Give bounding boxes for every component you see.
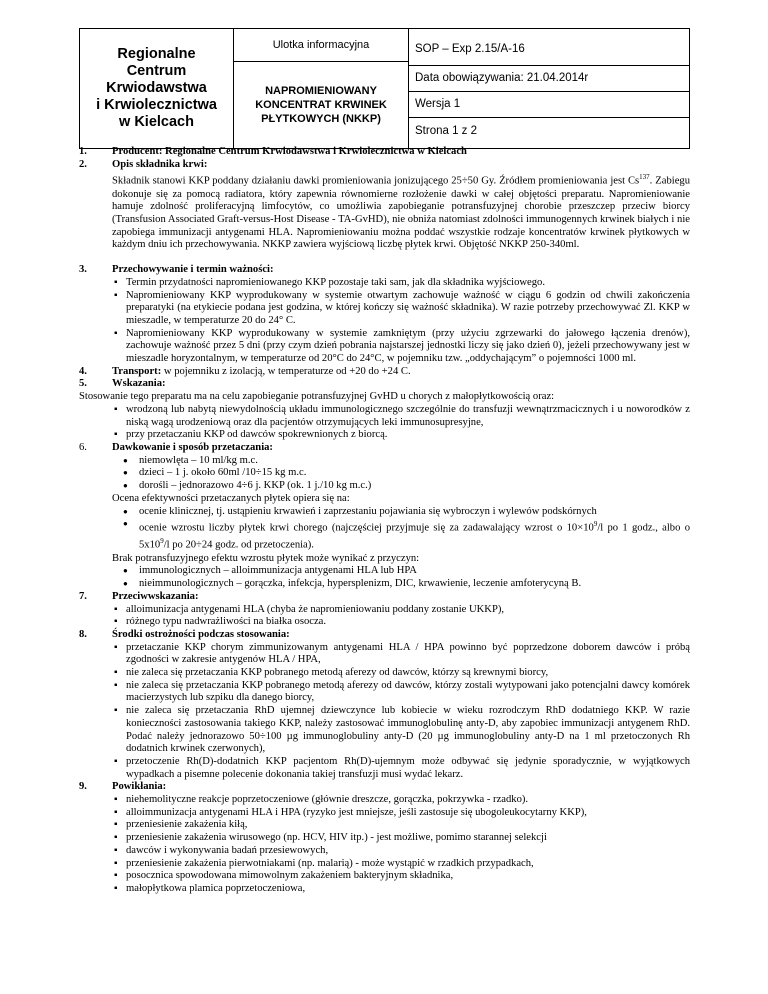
exponent: 9 [160,537,164,546]
org-line: Krwiodawstwa [106,80,207,96]
section-contraindications [79,591,690,629]
list-item: ▪ przetaczanie KKP chorym zimmunizowanym antygenami HLA / HPA powinno być poprzedzone doborem dawców i próbą zgodności w zakresie antygenów HLA / HPA, [112,642,690,667]
document-meta-cell [409,29,690,149]
section-title: Producent: Regionalne Centrum Krwiodawstwa i Krwiolecznictwa w Kielcach [112,146,467,157]
list-item: ▪ niehemolityczne reakcje poprzetoczeniowe (głównie dreszcze, gorączka, pokrzywka - rzadko). [112,794,690,807]
list-item: ▪ alloimmunizacja antygenami HLA i HPA (ryzyko jest mniejsze, jeśli zastosuje się ubogoleukocytarny KKP), [112,807,690,820]
section-number: 1. [79,146,87,157]
list-item: ▪ wrodzoną lub nabytą niewydolnością układu immunologicznego szczególnie do transfuzji wewnątrzmacicznych i u noworodków z niską wagą urodzeniową oraz dla pacjentów otrzymujących leki immunosupresyjne, [112,404,690,429]
list-item: ▪ przeniesienie zakażenia pierwotniakami (np. malarią) - może wystąpić w rzadkich przypadkach, [112,858,690,871]
section-number: 2. [79,158,87,170]
description-part: Składnik stanowi KKP poddany działaniu dawki promieniowania jonizującego 25÷50 Gy. Źródłem promieniowania jest Cs [112,175,640,187]
section-number: 5. [79,378,87,390]
page-number: Strona 1 z 2 [415,124,478,137]
dose-item: ● niemowlęta – 10 ml/kg m.c. [112,455,690,468]
document-type: Ulotka informacyjna [234,29,408,62]
org-line: Regionalne [117,46,196,62]
section-title: Środki ostrożności podczas stosowania: [112,628,290,640]
list-item: ▪ Napromieniowany KKP wyprodukowany w systemie zamkniętym (przy użyciu zgrzewarki do jałowego łączenia drenów), zachowuje ważność przez 5 dni (przy czym dzień pobrania najstarszej jednostki liczy się jako dzień 0), jeżeli przechowywany jest w mieszadle horyzontalnym, w temperaturze od 20°C do 24°C, w pojemniku tzw. „oddychającym” o pojemności 1000 ml. [112,328,690,366]
list-item: ▪ przetoczenie Rh(D)-dodatnich KKP pacjentom Rh(D)-ujemnym może odbywać się jedynie sporadycznie, w wyjątkowych wypadkach a pisemne polecenie dokonania takiej transfuzji musi wydać lekarz. [112,756,690,781]
description-text [112,171,690,252]
list-item: ▪ nie zaleca się przetaczania KKP pobranego metodą aferezy od dawców, którzy zostali wytypowani jako potencjalni dawcy komórek macierzystych lub szpiku dla danego biorcy, [112,680,690,705]
causes-intro: Brak potransfuzyjnego efektu wzrostu płytek może wynikać z przyczyn: [112,552,420,564]
exponent: 9 [593,520,598,529]
org-line: w Kielcach [119,114,194,130]
evaluation-item: ● ocenie klinicznej, tj. ustąpieniu krwawień i zaprzestaniu pojawiania się wybroczyn i wylewów podskórnych [112,506,690,519]
document-title-cell [234,29,409,149]
evaluation-intro: Ocena efektywności przetaczanych płytek opiera się na: [112,492,350,504]
section-title: Wskazania: [112,378,166,390]
description-part: . Zabiegu dokonuje się za pomocą radiatora, który zapewnia równomierne rozłożenie dawki w całej objętości preparatu. Napromieniowanie hamuje zdolność proliferacyjną limfocytów, co umożliwia zapobieganie potransfuzyjnej chorobie przeszczep przeciw biorcy (Transfusion Associated Graft-versus-Host Disease - TA-GvHD), nie obniża natomiast zdolności immunogennych krwinek białych i nie zapobiega immunizacji antygenami HLA. Napromieniowaniu można poddać wszystkie rodzaje koncentratów krwinek płytkowych w każdym dniu ich przechowywania. NKKP zawiera wyjściową liczbę płytek krwi. Objętość NKKP 250-340ml. [112,175,690,251]
section-number: 6. [79,442,87,453]
list-item: ▪ przy przetaczaniu KKP od dawców spokrewnionych z biorcą. [112,429,690,442]
list-item: ▪ różnego typu nadwrażliwości na białka osocza. [112,616,690,629]
section-title: Opis składnika krwi: [112,158,208,170]
valid-from-date: Data obowiązywania: 21.04.2014r [409,66,689,92]
list-item: ▪ nie zaleca się przetaczania RhD ujemnej dziewczynce lub kobiecie w wieku rozrodczym RhD dodatniego KKP. W razie konieczności zastosowania takiego KKP, należy zastosować immunoglobulinę anty-D, aby zapobiec immunizacji antygenem RhD. Podać należy jednorazowo 50÷100 µg immunoglobuliny anty-D (20 µg immunoglobuliny anty-D na 1 ml przetoczonych Rh dodatnich krwinek czerwonych), [112,705,690,756]
sop-number: SOP – Exp 2.15/A-16 [409,34,689,66]
section-dosage [79,442,690,591]
section-title: Powikłania: [112,781,167,793]
dose-item: ● dorośli – jednorazowo 4÷6 j. KKP (ok. 1 j./10 kg m.c.) [112,480,690,493]
list-item: ▪ nie zaleca się przetaczania KKP pobranego metodą aferezy od dawców, którzy są krewnymi biorcy, [112,667,690,680]
list-item: ▪ dawców i wykonywania badań przesiewowych, [112,845,690,858]
section-title: Transport: [112,365,162,377]
transport-text: w pojemniku z izolacją, w temperaturze od +20 do +24 C. [161,365,411,377]
list-item: ▪ alloimunizacja antygenami HLA (chyba że napromieniowaniu poddany zostanie UKKP), [112,604,690,617]
evaluation-part: ocenie wzrostu liczby płytek krwi chorego (najczęściej przyjmuje się za zadawalający wzrost o 10×10 [139,522,594,534]
cause-item: ● nieimmunologicznych – gorączka, infekcja, hypersplenizm, DIC, krwawienie, leczenie amfoterycyną B. [112,578,690,591]
section-number: 9. [79,781,87,793]
section-storage [79,264,690,366]
cause-item: ● immunologicznych – alloimmunizacja antygenami HLA lub HPA [112,565,690,578]
version-label: Wersja 1 [409,92,689,118]
section-number: 7. [79,590,87,602]
dose-item: ● dzieci – 1 j. około 60ml /10÷15 kg m.c. [112,467,690,480]
list-item: ▪ przeniesienie zakażenia wirusowego (np. HCV, HIV itp.) - jest możliwe, pomimo starannej selekcji [112,832,690,845]
org-line: i Krwiolecznictwa [96,97,217,113]
evaluation-item [112,518,690,552]
indications-intro: Stosowanie tego preparatu ma na celu zapobieganie potransfuzyjnej GvHD u chorych z małopłytkowością oraz: [79,391,555,403]
list-item: ▪ posocznica spowodowana mimowolnym zakażeniem bakteryjnym składnika, [112,870,690,883]
org-line: Centrum [126,63,187,79]
organization-name [80,29,234,149]
section-producer [79,146,690,159]
section-number: 3. [79,264,87,276]
indications-list [79,404,690,442]
list-item: ▪ Napromieniowany KKP wyprodukowany w systemie otwartym zachowuje ważność w ciągu 6 godzin od chwili zakończenia preparatyki (na etykiecie podana jest godzina, w której kończy się ważność składnika). W razie potrzeby przechowywać Zl. KKP w mieszadle, w temperaturze 20 do 24° C. [112,290,690,328]
section-transport [79,366,690,379]
section-number: 4. [79,365,87,377]
isotope-superscript: 137 [639,173,650,182]
section-precautions [79,629,690,781]
product-name: NAPROMIENIOWANY KONCENTRAT KRWINEK PŁYTKOWYCH (NKKP) [255,85,387,125]
evaluation-part: /l po 1 godz., albo o 5x10 [139,522,690,551]
evaluation-part: /l po 20÷24 godz. od przetoczenia). [163,539,314,551]
section-number: 8. [79,628,87,640]
section-complications [79,781,690,895]
section-title: Przeciwwskazania: [112,590,199,602]
list-item: ▪ przeniesienie zakażenia kiłą, [112,819,690,832]
document-header [79,28,690,149]
section-description [79,159,690,252]
document-body [79,146,690,896]
section-title: Przechowywanie i termin ważności: [112,264,274,276]
section-indications [79,378,690,391]
list-item: ▪ małopłytkowa plamica poprzetoczeniowa, [112,883,690,896]
section-title: Dawkowanie i sposób przetaczania: [112,442,273,453]
list-item: ▪ Termin przydatności napromieniowanego KKP pozostaje taki sam, jak dla składnika wyjściowego. [112,277,690,290]
